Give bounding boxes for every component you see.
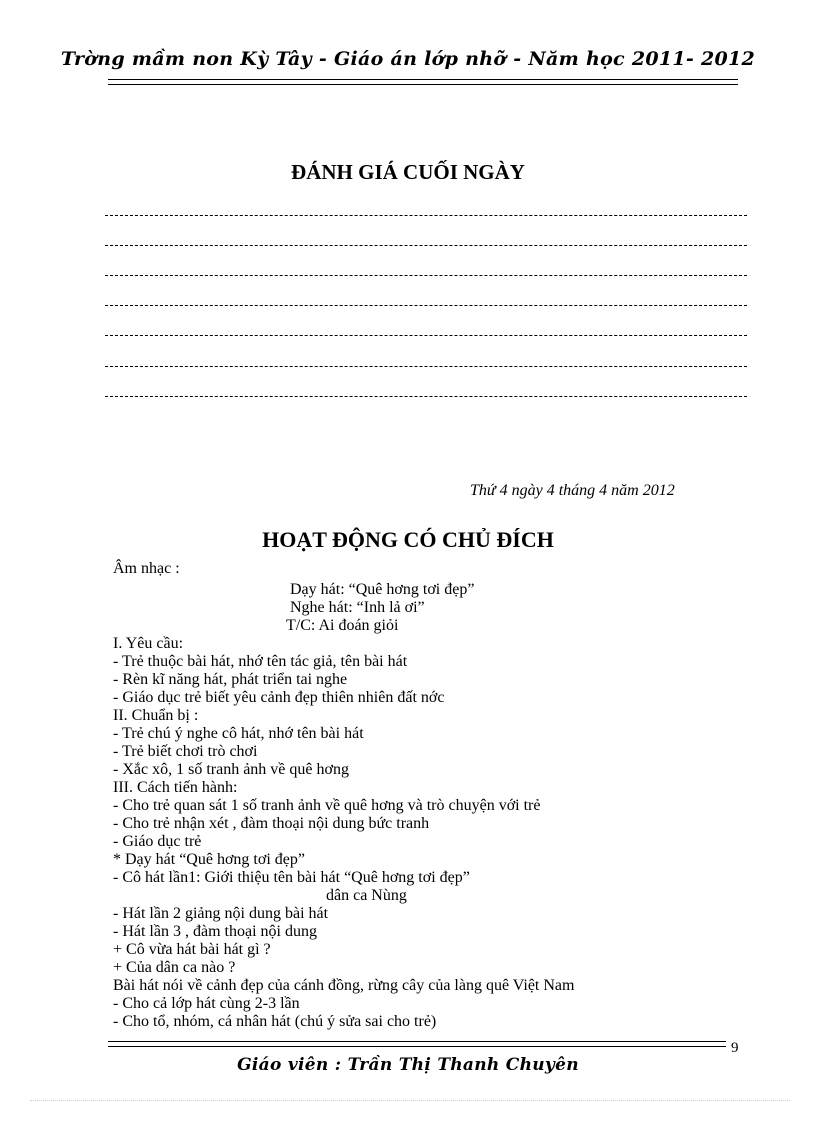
procedure-item: dân ca Nùng — [326, 887, 407, 904]
evaluation-line — [105, 335, 747, 336]
header-rule — [108, 79, 738, 85]
evaluation-line — [105, 245, 747, 246]
procedure-heading: III. Cách tiến hành: — [113, 779, 238, 796]
procedure-item: + Cô vừa hát bài hát gì ? — [113, 941, 271, 958]
procedure-item: Bài hát nói về cảnh đẹp của cánh đồng, rừng cây của làng quê Việt Nam — [113, 977, 575, 994]
procedure-item: - Cho tổ, nhóm, cá nhân hát (chú ý sửa sai cho trẻ) — [113, 1013, 437, 1030]
procedure-item: - Giáo dục trẻ — [113, 833, 202, 850]
page-header-title: Trờng mầm non Kỳ Tây - Giáo án lớp nhỡ - Năm học 2011- 2012 — [60, 48, 756, 70]
procedure-item: - Hát lần 2 giảng nội dung bài hát — [113, 905, 329, 922]
procedure-item: - Cho trẻ nhận xét , đàm thoại nội dung bức tranh — [113, 815, 430, 832]
evaluation-line — [105, 366, 747, 367]
lesson-date: Thứ 4 ngày 4 tháng 4 năm 2012 — [470, 482, 675, 499]
teach-song-line: Dạy hát: “Quê hơng tơi đẹp” — [290, 581, 475, 598]
evaluation-line — [105, 215, 747, 216]
subject-label: Âm nhạc : — [113, 560, 180, 577]
procedure-item: + Của dân ca nào ? — [113, 959, 236, 976]
preparation-heading: II. Chuẩn bị : — [113, 707, 199, 724]
requirement-item: - Trẻ thuộc bài hát, nhớ tên tác giả, tên bài hát — [113, 653, 408, 670]
page-number: 9 — [731, 1040, 739, 1056]
evaluation-line — [105, 396, 747, 397]
procedure-item: - Cho cả lớp hát cùng 2-3 lần — [113, 995, 300, 1012]
procedure-item: - Cô hát lần1: Giới thiệu tên bài hát “Quê hơng tơi đẹp” — [113, 869, 470, 886]
evaluation-line — [105, 305, 747, 306]
requirement-item: - Giáo dục trẻ biết yêu cảnh đẹp thiên nhiên đất nớc — [113, 689, 445, 706]
procedure-item: - Hát lần 3 , đàm thoại nội dung — [113, 923, 317, 940]
footer-rule — [108, 1041, 726, 1047]
evaluation-title: ĐÁNH GIÁ CUỐI NGÀY — [291, 160, 525, 184]
page-bottom-border — [30, 1100, 790, 1101]
preparation-item: - Trẻ chú ý nghe cô hát, nhớ tên bài hát — [113, 725, 364, 742]
evaluation-line — [105, 275, 747, 276]
game-line: T/C: Ai đoán giỏi — [286, 617, 399, 634]
requirements-heading: I. Yêu cầu: — [113, 635, 184, 652]
requirement-item: - Rèn kĩ năng hát, phát triển tai nghe — [113, 671, 348, 688]
procedure-item: * Dạy hát “Quê hơng tơi đẹp” — [113, 851, 305, 868]
teacher-name: Giáo viên : Trần Thị Thanh Chuyên — [237, 1055, 579, 1075]
preparation-item: - Xắc xô, 1 số tranh ảnh về quê hơng — [113, 761, 349, 778]
activity-title: HOẠT ĐỘNG CÓ CHỦ ĐÍCH — [262, 527, 554, 552]
procedure-item: - Cho trẻ quan sát 1 số tranh ảnh về quê hơng và trò chuyện với trẻ — [113, 797, 541, 814]
preparation-item: - Trẻ biết chơi trò chơi — [113, 743, 258, 760]
listen-song-line: Nghe hát: “Inh lả ơi” — [290, 599, 425, 616]
